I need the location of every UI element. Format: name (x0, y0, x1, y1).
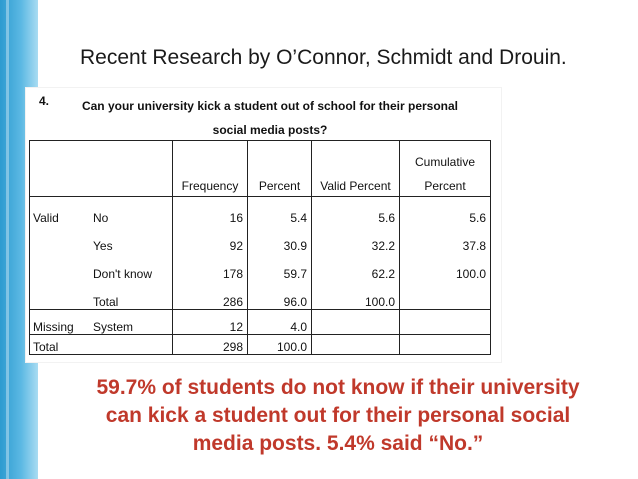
cell-percent: 4.0 (248, 310, 312, 335)
table-row (30, 281, 491, 310)
cell-frequency: 12 (173, 310, 248, 335)
row-label: Yes (93, 239, 113, 253)
cell-percent: 100.0 (248, 335, 312, 355)
cell-cumulative: 100.0 (400, 253, 491, 281)
table-header-row (30, 141, 491, 197)
frequency-table (29, 140, 491, 355)
cell-cumulative: 5.6 (400, 197, 491, 226)
frequency-table-panel (26, 88, 501, 362)
row-group (30, 225, 91, 253)
summary-caption (38, 374, 638, 458)
row-label: System (93, 320, 134, 334)
cell-percent: 96.0 (248, 281, 312, 310)
cell-frequency: 286 (173, 281, 248, 310)
cell-cumulative: 37.8 (400, 225, 491, 253)
cell-valid-percent (312, 335, 400, 355)
cell-frequency: 298 (173, 335, 248, 355)
header-valid-percent: Valid Percent (312, 141, 400, 197)
row-group: Missing (30, 310, 91, 335)
cell-percent: 30.9 (248, 225, 312, 253)
table-row (30, 335, 491, 355)
row-label (90, 335, 173, 355)
row-group: Total (30, 335, 91, 355)
header-cumulative-line1: Cumulative (414, 155, 476, 169)
row-label: No (90, 197, 173, 226)
header-frequency: Frequency (173, 141, 248, 197)
cell-valid-percent: 62.2 (312, 253, 400, 281)
header-empty-label (90, 141, 173, 197)
question-text: Can your university kick a student out of school for their personal social media posts? (81, 99, 459, 137)
question-number: 4. (39, 94, 50, 108)
row-label: Don't know (93, 267, 152, 281)
cell-percent: 59.7 (248, 253, 312, 281)
caption-line-1: 59.7% of students do not know if their university (96, 376, 580, 399)
cell-percent: 5.4 (248, 197, 312, 226)
table-row (30, 310, 491, 335)
table-row (30, 253, 491, 281)
cell-cumulative (400, 335, 491, 355)
cell-frequency: 92 (173, 225, 248, 253)
cell-frequency: 178 (173, 253, 248, 281)
row-label: Total (90, 281, 173, 310)
header-cumulative-percent (400, 141, 491, 197)
cell-valid-percent: 32.2 (312, 225, 400, 253)
header-empty-group (30, 141, 91, 197)
slide-title: Recent Research by O’Connor, Schmidt and Drouin. (80, 46, 567, 69)
cell-cumulative (400, 281, 491, 310)
header-cumulative-line2: Percent (424, 179, 466, 193)
header-percent: Percent (248, 141, 312, 197)
cell-valid-percent: 5.6 (312, 197, 400, 226)
table-row (30, 225, 491, 253)
row-group (30, 281, 91, 310)
caption-line-2: can kick a student out for their personal social (105, 404, 571, 427)
table-row (30, 197, 491, 226)
caption-line-3: media posts. 5.4% said “No.” (192, 432, 484, 455)
cell-cumulative (400, 310, 491, 335)
row-group: Valid (30, 197, 91, 226)
cell-frequency: 16 (173, 197, 248, 226)
cell-valid-percent: 100.0 (312, 281, 400, 310)
row-group (30, 253, 91, 281)
cell-valid-percent (312, 310, 400, 335)
